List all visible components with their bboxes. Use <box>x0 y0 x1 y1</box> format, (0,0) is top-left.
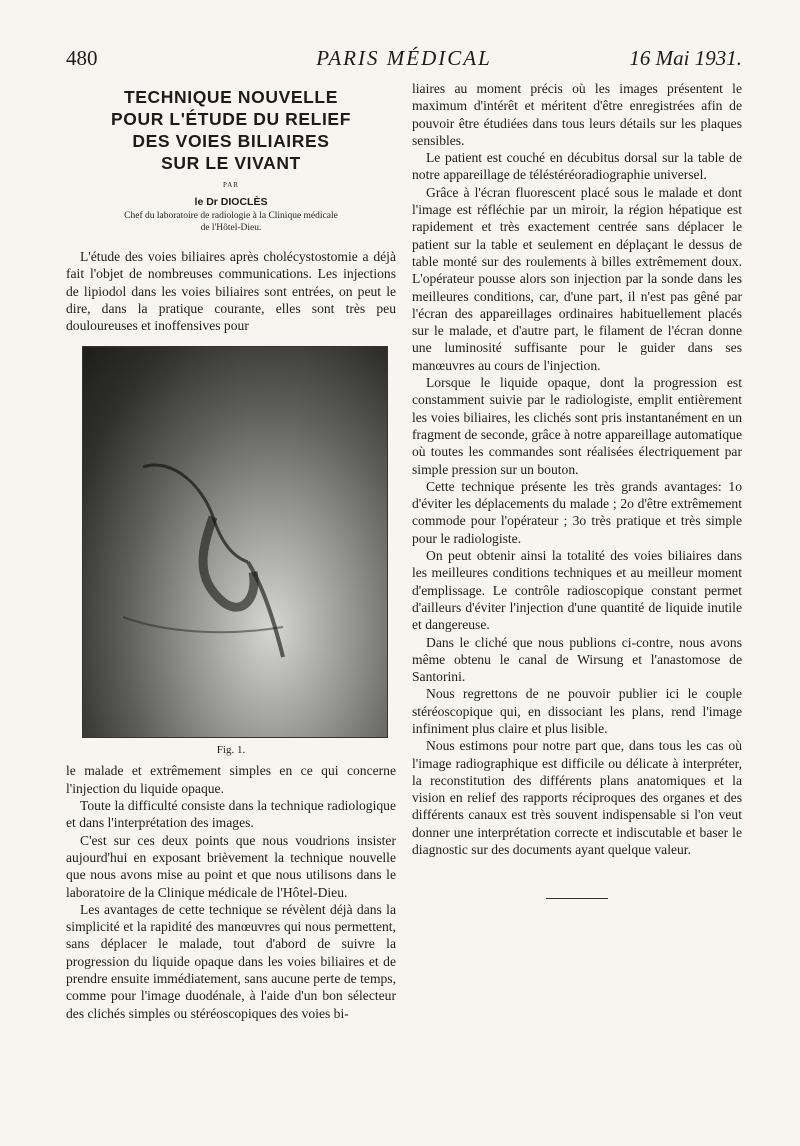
radiograph-figure <box>82 346 388 738</box>
article-title <box>66 86 396 174</box>
body-paragraph: Nous regrettons de ne pouvoir publier ici le couple stéréoscopique qui, en dissociant les plans, rend l'image infiniment plus claire et plus lisible. <box>412 686 742 736</box>
body-paragraph: On peut obtenir ainsi la totalité des voies biliaires dans les meilleures conditions techniques et au meilleur moment d'emplissage. Le contrôle radioscopique constant permet d'ailleurs d'éviter l'injection d'une quantité de liquide inutile et dangereuse. <box>412 548 742 633</box>
radiograph-image <box>83 347 387 737</box>
body-paragraph: Toute la difficulté consiste dans la technique radiologique et dans l'interprétation des images. <box>66 798 396 831</box>
title-line: TECHNIQUE NOUVELLE <box>123 87 338 107</box>
body-paragraph: Nous estimons pour notre part que, dans tous les cas où l'image radiographique est difficile ou délicate à interpréter, la reconstitution des différents plans anatomiques et la vision en relief des rapports réciproques des organes et des différents canaux est très souvent indispensable si l'on veut donner une interprétation correcte et indiscutable et baser le diagnostic sur des documents ayant quelque valeur. <box>412 738 742 858</box>
right-column <box>412 80 742 899</box>
body-paragraph: Le patient est couché en décubitus dorsal sur la table de notre appareillage de téléstéréoradiographie universel. <box>412 150 742 183</box>
page-header <box>66 46 742 76</box>
title-line: POUR L'ÉTUDE DU RELIEF <box>110 109 351 129</box>
author-affiliation <box>66 210 396 234</box>
left-column <box>66 80 396 1022</box>
author-name: le Dr DIOCLÈS <box>194 196 268 208</box>
by-label: PAR <box>223 181 239 189</box>
body-paragraph: Lorsque le liquide opaque, dont la progression est constamment suivie par le radiologiste, emplit entièrement les voies biliaires, les clichés sont pris instantanément en un fragment de seconde, grâce à notre appareillage automatique où toutes les commandes sont réalisées électriquement par simple pression sur un bouton. <box>412 375 742 477</box>
figure-caption: Fig. 1. <box>216 744 246 757</box>
body-paragraph: liaires au moment précis où les images présentent le maximum d'intérêt et méritent d'être enregistrées afin de pouvoir être étudiées dans tous leurs détails sur les plaques sensibles. <box>412 81 742 148</box>
body-paragraph: Grâce à l'écran fluorescent placé sous le malade et dont l'image est réfléchie par un miroir, la région hépatique est rapidement et très exactement centrée sans déplacer le patient sur la table et seulement en déplaçant le dessus de table monté sur des roulements à billes extrêmement doux. L'opérateur pousse alors son injection par la sonde dans les meilleures conditions, car, d'une part, il n'est pas gêné par l'écran des appareillages ordinaires habituellement placés sur le malade, et d'autre part, le filament de l'écran donne une luminosité suffisante pour le guider dans ses manœuvres au cours de l'injection. <box>412 184 742 373</box>
body-paragraph: Dans le cliché que nous publions ci-contre, nous avons même obtenu le canal de Wirsung et l'anastomose de Santorini. <box>412 634 742 685</box>
body-paragraph: Les avantages de cette technique se révèlent déjà dans la simplicité et la rapidité des manœuvres qui nous permettent, sans déplacer le malade, tout d'abord de suivre la progression du liquide opaque dans les voies biliaires et de prendre ensuite immédiatement, sans aucune perte de temps, comme pour l'image duodénale, à l'aide d'un bon sélecteur des clichés simples ou stéréoscopiques des voies bi- <box>66 901 396 1021</box>
issue-date: 16 Mai 1931. <box>629 46 742 70</box>
bile-duct-shape <box>143 466 248 563</box>
journal-title: PARIS MÉDICAL <box>316 46 492 70</box>
end-separator <box>546 898 608 899</box>
title-line: SUR LE VIVANT <box>161 153 301 173</box>
title-line: DES VOIES BILIAIRES <box>132 131 330 151</box>
pancreatic-duct-shape <box>123 617 283 632</box>
affiliation-line: Chef du laboratoire de radiologie à la Clinique médicale <box>124 211 338 221</box>
affiliation-line: de l'Hôtel-Dieu. <box>200 223 262 233</box>
body-paragraph: C'est sur ces deux points que nous voudrions insister aujourd'hui en exposant brièvement la technique nouvelle que nous avons mise au point et que nous utilisons dans le laboratoire de la Clinique médicale de l'Hôtel-Dieu. <box>66 832 396 900</box>
body-paragraph: le malade et extrêmement simples en ce qui concerne l'injection du liquide opaque. <box>66 763 396 796</box>
page-number: 480 <box>66 46 98 70</box>
intro-paragraph: L'étude des voies biliaires après cholécystostomie a déjà fait l'objet de nombreuses communications. Les injections de lipiodol dans les voies biliaires sont entrées, on peut le dire, dans la pratique courante, elles sont très peu douloureuses et inoffensives pour <box>66 249 396 334</box>
body-paragraph: Cette technique présente les très grands avantages: 1o d'éviter les déplacements du malade ; 2o d'être extrêmement commode pour l'opérateur ; 3o très pratique et très simple pour le radiologiste. <box>412 478 742 546</box>
